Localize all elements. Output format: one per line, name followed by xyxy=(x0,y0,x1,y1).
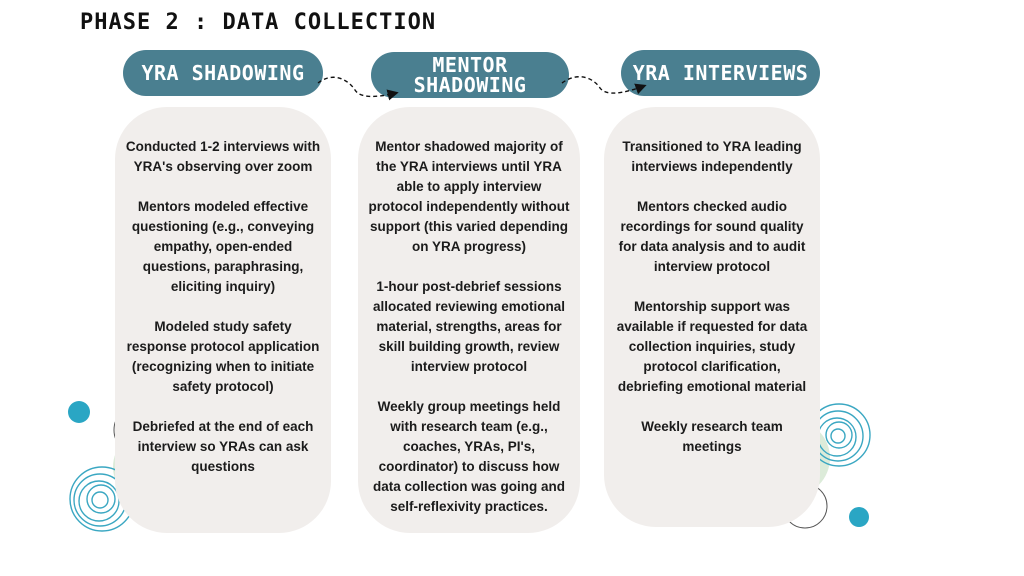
pill-label: YRA INTERVIEWS xyxy=(632,61,809,85)
pill-label-line-2: SHADOWING xyxy=(413,73,527,97)
card-item: Weekly research team meetings xyxy=(641,419,783,454)
card-item: Mentors modeled effective questioning (e.g., conveying empathy, open-ended questions, paraphrasing, eliciting inquiry) xyxy=(131,199,315,294)
card-item: Weekly group meetings held with research team (e.g., coaches, YRAs, PI's, coordinator) to discuss how data collection was going and self-reflexivity practices. xyxy=(372,399,566,514)
card-item: Conducted 1-2 interviews with YRA's observing over zoom xyxy=(125,139,321,174)
card-item: Mentorship support was available if requested for data collection inquiries, study protocol clarification, debriefing emotional material xyxy=(616,299,808,394)
pill-label: YRA SHADOWING xyxy=(141,61,305,85)
pill-label-line-1: MENTOR xyxy=(432,53,508,77)
card-item: Debriefed at the end of each interview so YRAs can ask questions xyxy=(132,419,314,474)
arrow-2-to-3 xyxy=(562,77,644,93)
arrow-1-to-2 xyxy=(318,77,396,96)
card-item: 1-hour post-debrief sessions allocated reviewing emotional material, strengths, areas for skill building growth, review interview protocol xyxy=(372,279,566,374)
card-item: Modeled study safety response protocol application (recognizing when to initiate safety protocol) xyxy=(126,319,320,394)
card-item: Transitioned to YRA leading interviews independently xyxy=(622,139,802,174)
page-title: PHASE 2 : DATA COLLECTION xyxy=(80,10,437,35)
card-item: Mentors checked audio recordings for sound quality for data analysis and to audit interview protocol xyxy=(618,199,806,274)
card-item: Mentor shadowed majority of the YRA interviews until YRA able to apply interview protocol independently without support (this varied depending on YRA progress) xyxy=(368,139,570,254)
